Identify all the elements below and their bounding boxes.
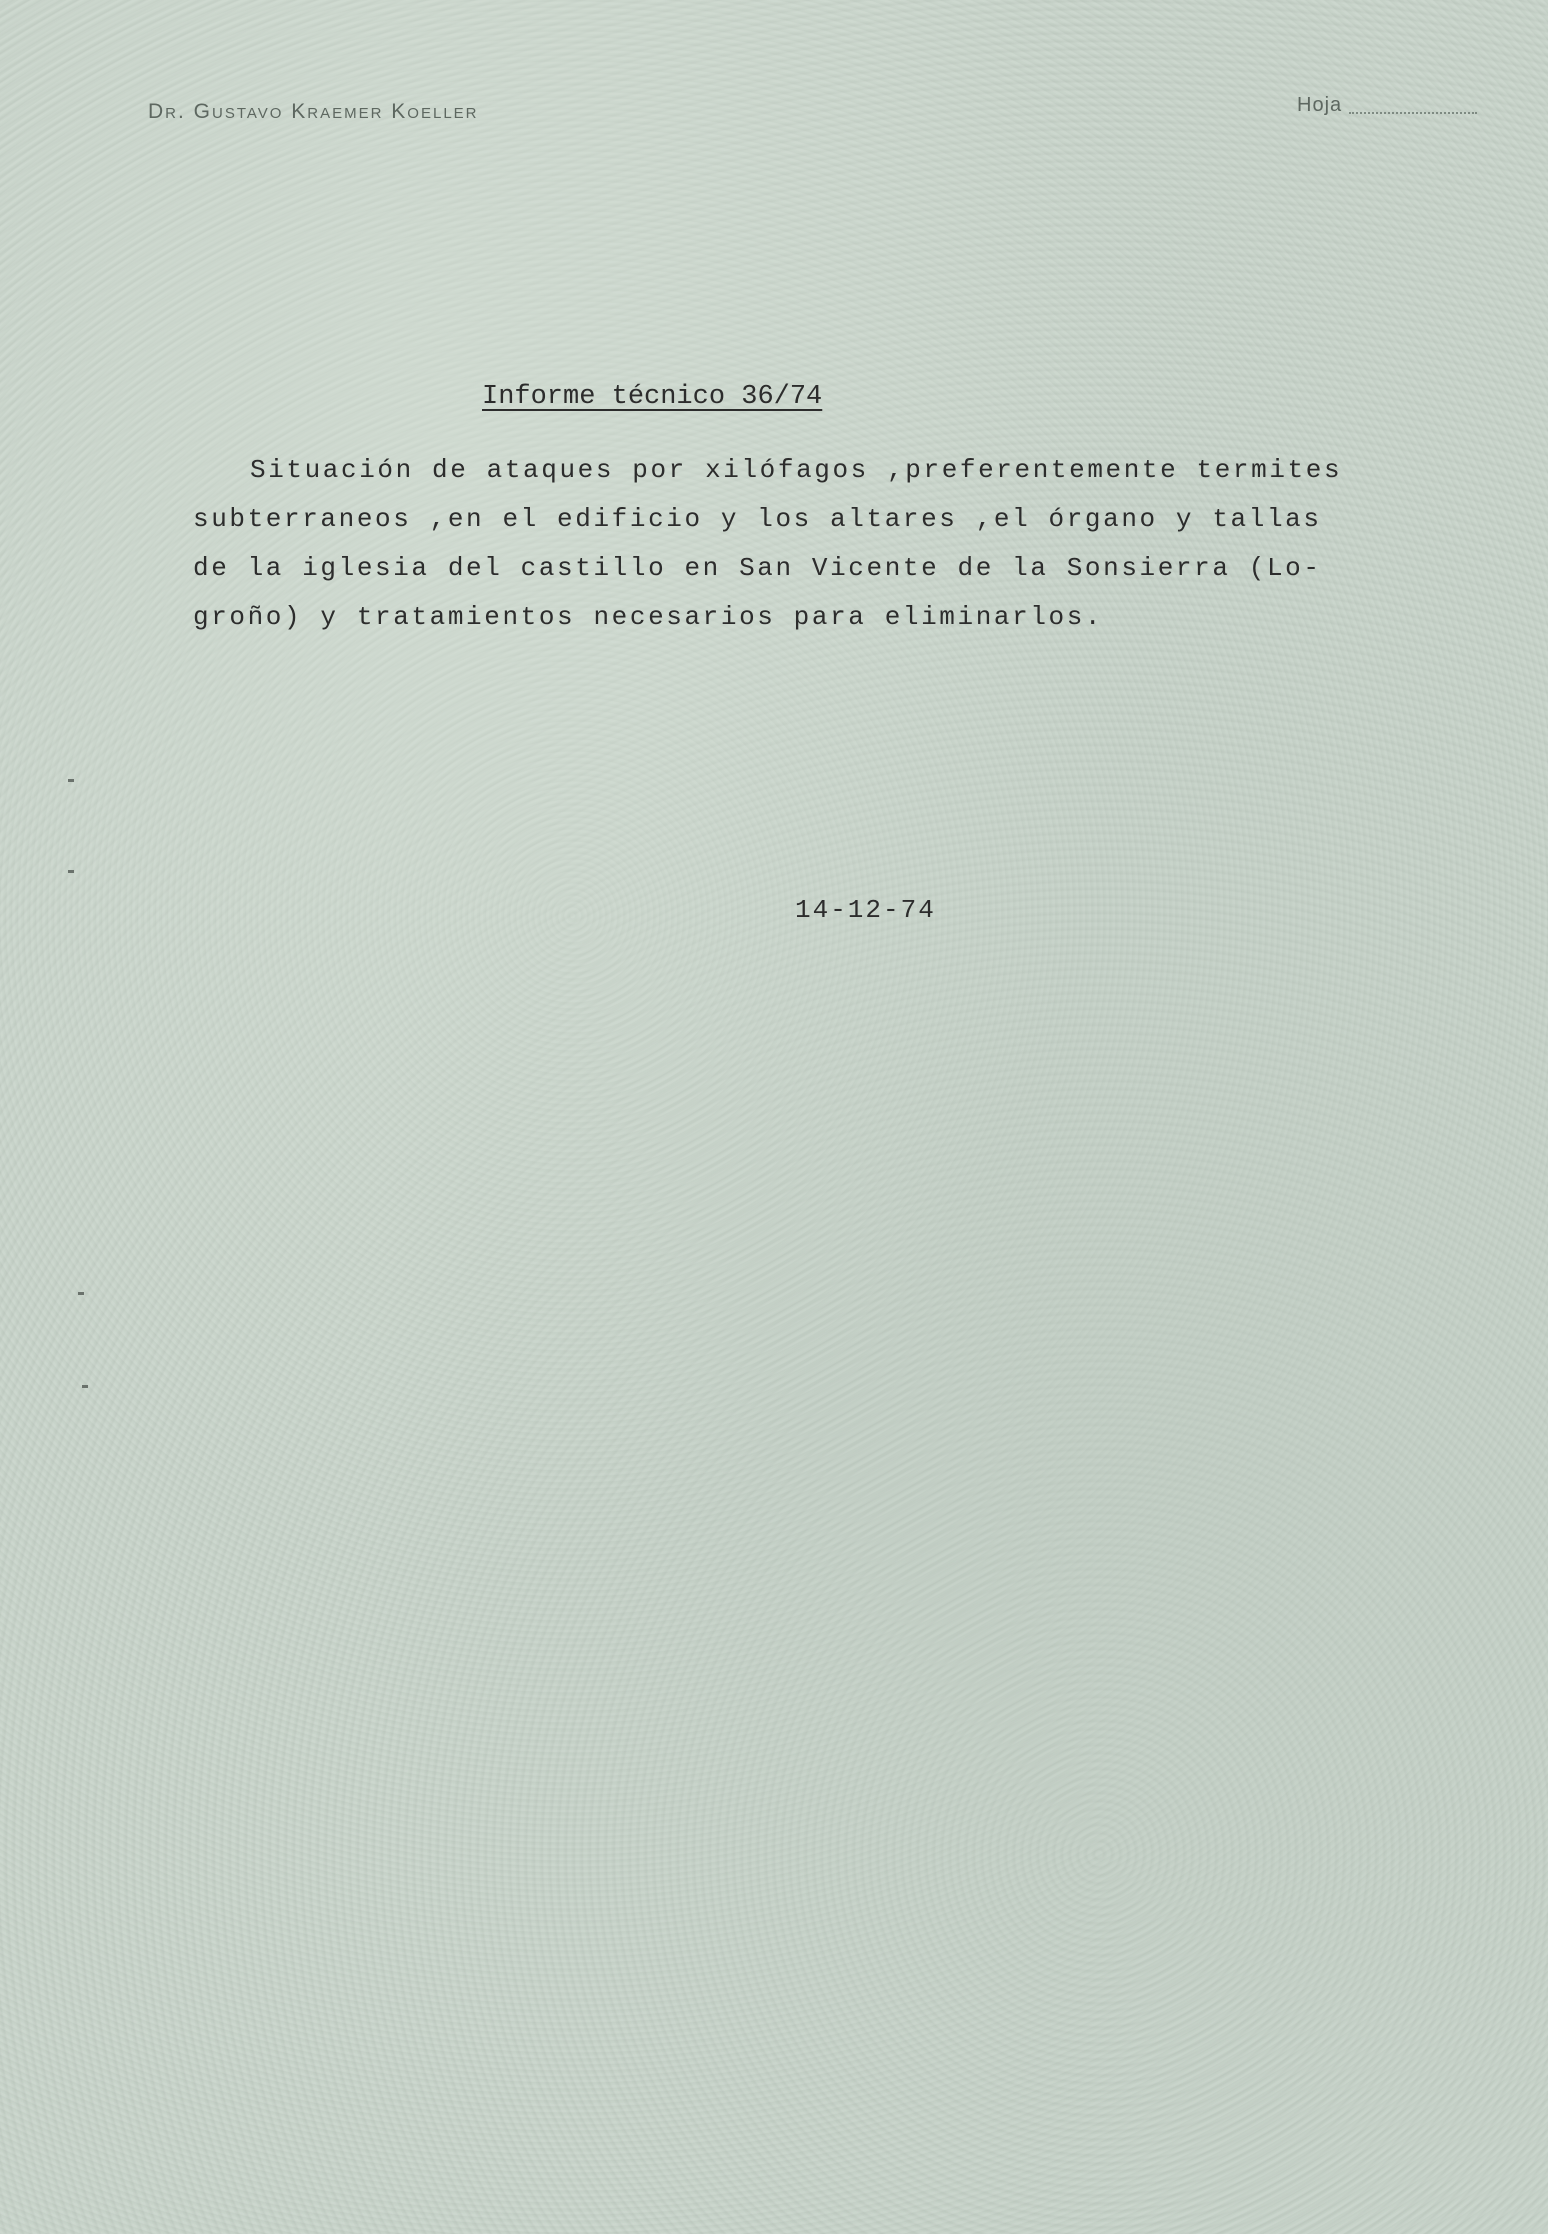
body-line-2: subterraneos ,en el edificio y los altares ,el órgano y tallas — [193, 504, 1322, 534]
margin-mark — [82, 1385, 88, 1388]
sheet-label: Hoja — [1297, 94, 1343, 116]
report-date: 14-12-74 — [795, 895, 936, 925]
sheet-number-field — [1297, 94, 1482, 120]
letterhead-name: Dr. Gustavo Kraemer Koeller — [148, 100, 479, 123]
body-line-4: groño) y tratamientos necesarios para eliminarlos. — [193, 602, 1104, 632]
margin-mark — [68, 779, 74, 782]
margin-mark — [78, 1292, 84, 1295]
sheet-number-dotted-line — [1349, 112, 1477, 114]
report-title: Informe técnico 36/74 — [482, 382, 823, 412]
body-line-3: de la iglesia del castillo en San Vicente de la Sonsierra (Lo- — [193, 553, 1322, 583]
margin-mark — [68, 870, 74, 873]
body-line-1: Situación de ataques por xilófagos ,preferentemente termites — [250, 455, 1343, 485]
